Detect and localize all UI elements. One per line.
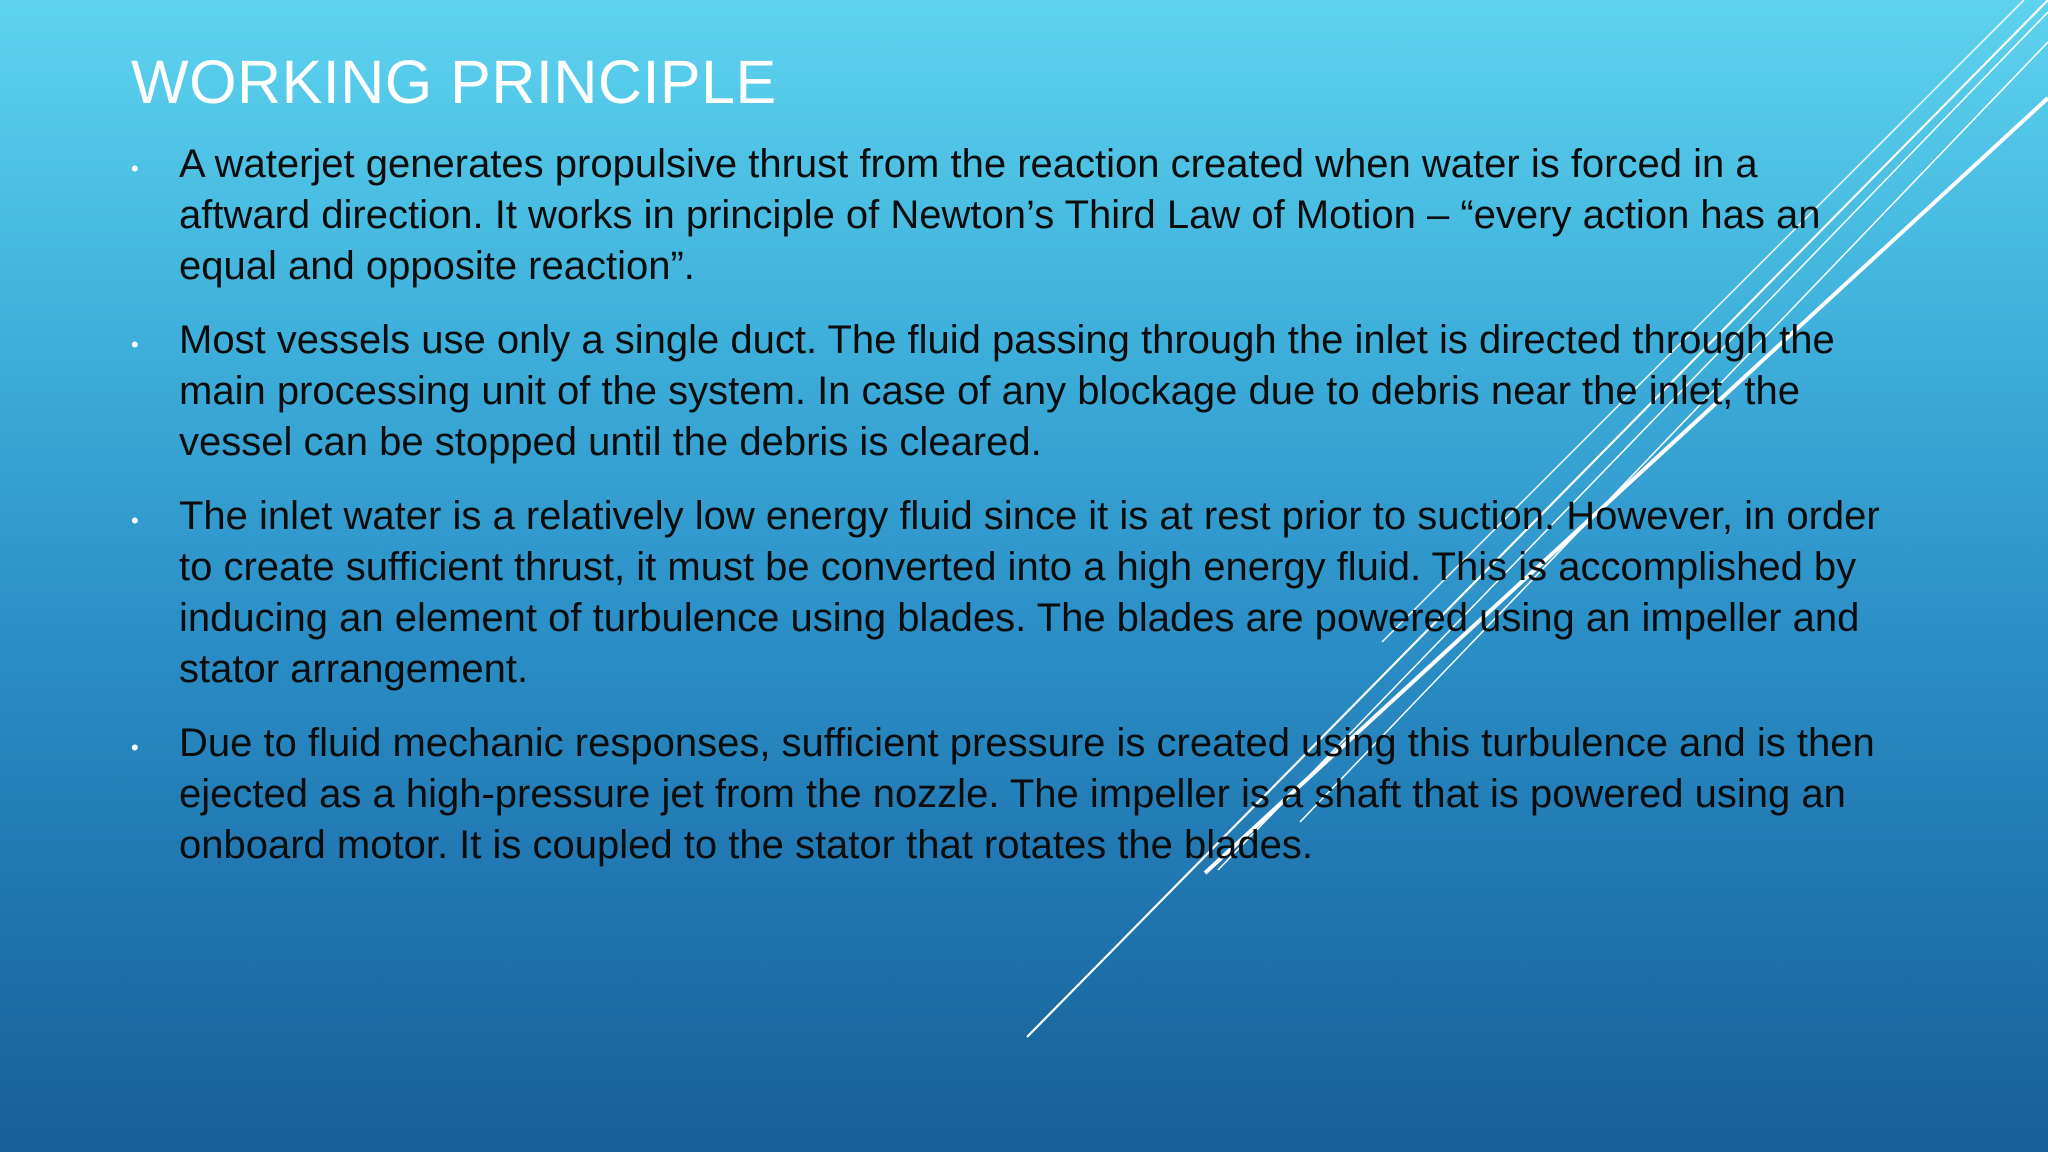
bullet-item (131, 139, 1891, 292)
bullet-marker: • (131, 735, 139, 760)
bullet-text: Most vessels use only a single duct. The fluid passing through the inlet is directed through the main processing unit of the system. In case of any blockage due to debris near the inlet, the vessel can be stopped until the debris is cleared. (179, 318, 1835, 464)
bullet-text: Due to fluid mechanic responses, sufficient pressure is created using this turbulence and is then ejected as a high-pressure jet from the nozzle. The impeller is a shaft that is powered using an onboard motor. It is coupled to the stator that rotates the blades. (179, 721, 1875, 867)
bullet-marker: • (131, 508, 139, 533)
bullet-marker: • (131, 156, 139, 181)
bullet-text: A waterjet generates propulsive thrust from the reaction created when water is forced in a aftward direction. It works in principle of Newton’s Third Law of Motion – “every action has an equal and opposite reaction”. (179, 142, 1821, 288)
bullet-text: The inlet water is a relatively low energy fluid since it is at rest prior to suction. However, in order to create sufficient thrust, it must be converted into a high energy fluid. This is accomplished by inducing an element of turbulence using blades. The blades are powered using an impeller and stator arrangement. (179, 494, 1880, 691)
bullet-item (131, 718, 1891, 871)
bullet-item (131, 491, 1891, 695)
bullet-marker: • (131, 332, 139, 357)
bullet-list (131, 139, 1891, 894)
bullet-item (131, 315, 1891, 468)
slide-title: WORKING PRINCIPLE (131, 48, 777, 116)
